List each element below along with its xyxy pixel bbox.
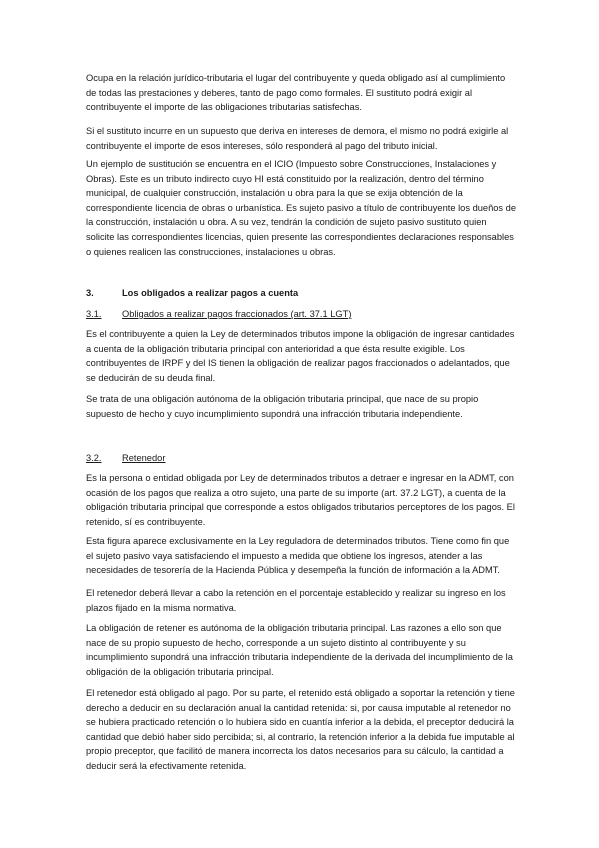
subsection-heading-3-2 — [86, 451, 516, 466]
paragraph-obligacion-autonoma: Se trata de una obligación autónoma de la obligación tributaria principal, que nace de su propio supuesto de hecho y cuyo incumplimiento supondrá una infracción tributaria independiente. — [86, 394, 479, 419]
subsection-heading-3-1 — [86, 307, 516, 322]
section-number: 3. — [86, 288, 94, 298]
paragraph-pagos-fraccionados: Es el contribuyente a quien la Ley de determinados tributos impone la obligación de ingresar cantidades a cuenta de la obligación tributaria principal con anterioridad a que ésta resulte exigible. Los contribuyentes de IRPF y del IS tienen la obligación de realizar pagos fraccionados o adelantados, que se deducirán de su deuda final. — [86, 329, 515, 383]
paragraph-obligacion-retener: La obligación de retener es autónoma de la obligación tributaria principal. Las razones a ello son que nace de su propio supuesto de hecho, corresponde a un sujeto distinto al contribuyente y su incumplimiento supondrá una infracción tributaria independiente de la derivada del incumplimiento de la obligación de la obligación tributaria principal. — [86, 623, 513, 677]
subsection-title: Retenedor — [122, 453, 166, 463]
subsection-number: 3.2. — [86, 453, 102, 463]
paragraph-icio-example: Un ejemplo de sustitución se encuentra en el ICIO (Impuesto sobre Construcciones, Instalaciones y Obras). Este es un tributo indirecto cuyo HI está constituido por la realización, dentro del término municipal, de cualquier construcción, instalación u obra para la que se exija obtención de la correspondiente licencia de obras o urbanística. Es sujeto pasivo a título de contribuyente los dueños de la construcción, instalación u obra. A su vez, tendrán la condición de sujeto pasivo sustituto quien solicite las correspondientes licencias, quien presente las correspondientes declaraciones responsables o quienes realicen las construcciones, instalaciones u obras. — [86, 159, 516, 257]
subsection-title: Obligados a realizar pagos fraccionados (art. 37.1 LGT) — [122, 309, 352, 319]
paragraph-sustituto-intereses: Si el sustituto incurre en un supuesto que deriva en intereses de demora, el mismo no podrá exigirle al contribuyente el importe de esos intereses, sólo responderá al pago del tributo inicial. — [86, 126, 509, 151]
paragraph-retenedor-fin: Esta figura aparece exclusivamente en la Ley reguladora de determinados tributos. Tiene como fin que el sujeto pasivo vaya satisfaciendo el impuesto a medida que obtiene los ingresos, atender a las necesidades de tesorería de la Hacienda Pública y desempeña la función de información a la ADMT. — [86, 536, 510, 576]
paragraph-retenedor-definition: Es la persona o entidad obligada por Ley de determinados tributos a detraer e ingresar en la ADMT, con ocasión de los pagos que realiza a otro sujeto, una parte de su importe (art. 37.2 LGT), a cuenta de la obligación tributaria principal que corresponde a estos obligados tributarios perceptores de los pagos. El retenido, sí es contribuyente. — [86, 473, 515, 527]
paragraph-sustituto-definition: Ocupa en la relación jurídico-tributaria el lugar del contribuyente y queda obligado así al cumplimiento de todas las prestaciones y deberes, tanto de pago como formales. El sustituto podrá exigir al contribuyente el importe de las obligaciones tributarias satisfechas. — [86, 73, 506, 113]
section-heading-3 — [86, 286, 516, 301]
paragraph-retenedor-pago: El retenedor está obligado al pago. Por su parte, el retenido está obligado a soportar la retención y tiene derecho a deducir en su declaración anual la cantidad retenida: si, por causa imputable al retenedor no se hubiera practicado retención o lo hubiera sido en cuantía inferior a la debida, el preceptor deducirá la cantidad que debió haber sido percibida; si, al contrario, la retención inferior a la debida fue imputable al propio preceptor, que facilitó de manera incorrecta los datos necesarios para su cálculo, la cantidad a deducir será la efectivamente retenida. — [86, 688, 515, 771]
section-title: Los obligados a realizar pagos a cuenta — [122, 288, 299, 298]
paragraph-retencion-porcentaje: El retenedor deberá llevar a cabo la retención en el porcentaje establecido y realizar su ingreso en los plazos fijado en la misma normativa. — [86, 588, 506, 613]
subsection-number: 3.1. — [86, 309, 102, 319]
